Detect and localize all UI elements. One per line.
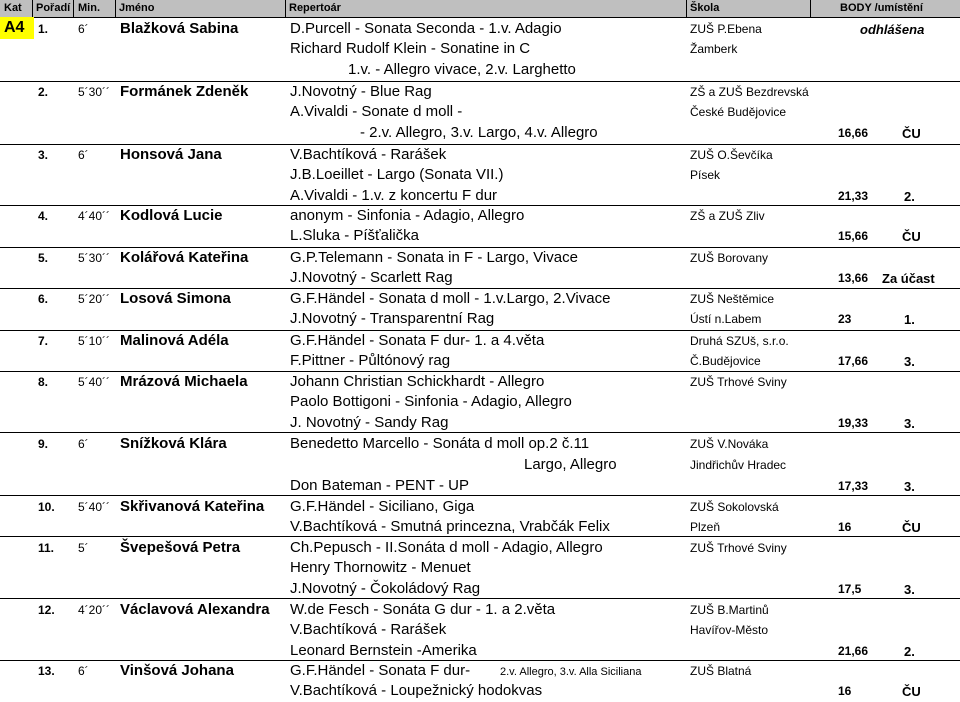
school-line: České Budějovice — [690, 105, 787, 119]
entry-name: Honsová Jana — [120, 146, 222, 163]
entry-minutes: 5´40´´ — [78, 375, 111, 389]
repertoire-line: V.Bachtíková - Smutná princezna, Vrabčák Felix — [290, 518, 610, 535]
repertoire-line: A.Vivaldi - 1.v. z koncertu F dur — [290, 187, 498, 204]
school-line: Plzeň — [690, 520, 721, 534]
entry-rank: ČU — [902, 684, 921, 699]
entry-rank: 1. — [904, 312, 915, 327]
repertoire-line: W.de Fesch - Sonáta G dur - 1. a 2.věta — [290, 601, 556, 618]
entry-rank: ČU — [902, 229, 921, 244]
entry-name: Václavová Alexandra — [120, 601, 270, 618]
entry-rank: ČU — [902, 126, 921, 141]
repertoire-line: G.F.Händel - Siciliano, Giga — [290, 498, 475, 515]
entry-name: Kodlová Lucie — [120, 207, 223, 224]
entry-score: 17,33 — [838, 479, 869, 493]
entry-number: 12. — [38, 603, 55, 617]
repertoire-line: G.F.Händel - Sonata d moll - 1.v.Largo, 2.Vivace — [290, 290, 611, 307]
entry-minutes: 6´ — [78, 664, 89, 678]
entry-rank: 2. — [904, 644, 915, 659]
entry-minutes: 4´40´´ — [78, 209, 111, 223]
entry-name: Vinšová Johana — [120, 662, 234, 679]
repertoire-line: Henry Thornowitz - Menuet — [290, 559, 471, 576]
entry-name: Švepešová Petra — [120, 539, 241, 556]
school-line: Ústí n.Labem — [690, 312, 762, 326]
entry-rank: 3. — [904, 354, 915, 369]
entry-minutes: 5´40´´ — [78, 500, 111, 514]
repertoire-line: Paolo Bottigoni - Sinfonia - Adagio, Allegro — [290, 393, 572, 410]
repertoire-line: F.Pittner - Půltónový rag — [290, 352, 451, 369]
entry-number: 4. — [38, 209, 49, 223]
entry-number: 11. — [38, 541, 55, 555]
table-header — [0, 0, 960, 18]
repertoire-line: V.Bachtíková - Rarášek — [290, 621, 447, 638]
school-line: Druhá SZUš, s.r.o. — [690, 334, 789, 348]
repertoire-line: L.Sluka - Píšťalička — [290, 227, 420, 244]
repertoire-line: A.Vivaldi - Sonate d moll - — [290, 103, 463, 120]
repertoire-line: Richard Rudolf Klein - Sonatine in C — [290, 40, 531, 57]
repertoire-line: - 2.v. Allegro, 3.v. Largo, 4.v. Allegro — [360, 124, 598, 141]
entry-name: Snížková Klára — [120, 435, 227, 452]
entry-score: 15,66 — [838, 229, 869, 243]
entry-name: Skřivanová Kateřina — [120, 498, 265, 515]
header-repertoar: Repertoár — [289, 2, 341, 14]
entry-name: Malinová Adéla — [120, 332, 229, 349]
entry-number: 1. — [38, 22, 49, 36]
school-line: ZUŠ V.Nováka — [690, 437, 769, 451]
repertoire-line: Ch.Pepusch - II.Sonáta d moll - Adagio, Allegro — [290, 539, 603, 556]
entry-rank: Za účast — [882, 271, 935, 286]
school-line: ZUŠ Sokolovská — [690, 500, 779, 514]
school-line: ZUŠ B.Martinů — [690, 603, 769, 617]
school-line: Havířov-Město — [690, 623, 769, 637]
entry-name: Kolářová Kateřina — [120, 249, 249, 266]
entry-rank: 3. — [904, 416, 915, 431]
entry-rank: odhlášena — [860, 22, 925, 37]
school-line: ZUŠ O.Ševčíka — [690, 148, 773, 162]
school-line: ZUŠ P.Ebena — [690, 22, 762, 36]
entry-score: 17,5 — [838, 582, 862, 596]
school-line: ZUŠ Blatná — [690, 664, 752, 678]
repertoire-line: Johann Christian Schickhardt - Allegro — [290, 373, 545, 390]
school-line: ZUŠ Trhové Sviny — [690, 375, 787, 389]
school-line: ZUŠ Borovany — [690, 251, 769, 265]
entry-rank: 3. — [904, 479, 915, 494]
repertoire-line: V.Bachtíková - Rarášek — [290, 146, 447, 163]
repertoire-line: G.F.Händel - Sonata F dur- 1. a 4.věta — [290, 332, 545, 349]
entry-minutes: 6´ — [78, 148, 89, 162]
entry-score: 16 — [838, 520, 852, 534]
school-line: Písek — [690, 168, 721, 182]
repertoire-line: J.Novotný - Transparentní Rag — [290, 310, 495, 327]
entry-minutes: 5´30´´ — [78, 85, 111, 99]
repertoire-line: 1.v. - Allegro vivace, 2.v. Larghetto — [348, 61, 576, 78]
entry-name: Formánek Zdeněk — [120, 83, 249, 100]
entry-rank: ČU — [902, 520, 921, 535]
repertoire-line: 2.v. Allegro, 3.v. Alla Siciliana — [500, 666, 642, 678]
school-line: ZŠ a ZUŠ Bezdrevská — [690, 85, 809, 99]
entry-minutes: 5´20´´ — [78, 292, 111, 306]
header-jmeno: Jméno — [119, 2, 155, 14]
entry-name: Mrázová Michaela — [120, 373, 248, 390]
repertoire-line: Benedetto Marcello - Sonáta d moll op.2 č.11 — [290, 435, 590, 452]
school-line: ZŠ a ZUŠ Zliv — [690, 209, 765, 223]
school-line: Č.Budějovice — [690, 354, 761, 368]
entry-score: 21,33 — [838, 189, 869, 203]
entry-rank: 3. — [904, 582, 915, 597]
repertoire-line: D.Purcell - Sonata Seconda - 1.v. Adagio — [290, 20, 562, 37]
entry-number: 9. — [38, 437, 49, 451]
entry-minutes: 5´10´´ — [78, 334, 111, 348]
entry-score: 19,33 — [838, 416, 869, 430]
entry-number: 13. — [38, 664, 55, 678]
entry-score: 13,66 — [838, 271, 869, 285]
repertoire-line: G.F.Händel - Sonata F dur- — [290, 662, 471, 679]
entry-rank: 2. — [904, 189, 915, 204]
entry-name: Losová Simona — [120, 290, 231, 307]
repertoire-line: Largo, Allegro — [524, 456, 617, 473]
entry-number: 10. — [38, 500, 55, 514]
repertoire-line: J. Novotný - Sandy Rag — [290, 414, 449, 431]
entry-number: 6. — [38, 292, 49, 306]
entry-number: 3. — [38, 148, 49, 162]
header-skola: Škola — [690, 2, 720, 14]
entry-name: Blažková Sabina — [120, 20, 239, 37]
school-line: ZUŠ Neštěmice — [690, 292, 775, 306]
repertoire-line: G.P.Telemann - Sonata in F - Largo, Vivace — [290, 249, 578, 266]
entry-score: 16 — [838, 684, 852, 698]
entry-minutes: 5´30´´ — [78, 251, 111, 265]
header-poradi: Pořadí — [36, 2, 71, 14]
entry-score: 17,66 — [838, 354, 869, 368]
entry-score: 16,66 — [838, 126, 869, 140]
header-body: BODY /umístění — [840, 2, 923, 14]
entry-minutes: 4´20´´ — [78, 603, 111, 617]
entry-score: 23 — [838, 312, 852, 326]
school-line: ZUŠ Trhové Sviny — [690, 541, 787, 555]
repertoire-line: anonym - Sinfonia - Adagio, Allegro — [290, 207, 525, 224]
repertoire-line: V.Bachtíková - Loupežnický hodokvas — [290, 682, 543, 699]
repertoire-line: Leonard Bernstein -Amerika — [290, 642, 477, 659]
entry-number: 2. — [38, 85, 49, 99]
entry-score: 21,66 — [838, 644, 869, 658]
repertoire-line: J.B.Loeillet - Largo (Sonata VII.) — [290, 166, 504, 183]
school-line: Žamberk — [690, 42, 738, 56]
repertoire-line: Don Bateman - PENT - UP — [290, 477, 469, 494]
entry-minutes: 6´ — [78, 437, 89, 451]
category-label: A4 — [0, 17, 34, 39]
entry-number: 5. — [38, 251, 49, 265]
repertoire-line: J.Novotný - Blue Rag — [290, 83, 432, 100]
header-kat: Kat — [4, 2, 22, 14]
entry-number: 8. — [38, 375, 49, 389]
entry-minutes: 6´ — [78, 22, 89, 36]
header-min: Min. — [78, 2, 100, 14]
repertoire-line: J.Novotný - Čokoládový Rag — [290, 580, 481, 597]
school-line: Jindřichův Hradec — [690, 458, 787, 472]
entry-number: 7. — [38, 334, 49, 348]
repertoire-line: J.Novotný - Scarlett Rag — [290, 269, 453, 286]
entry-minutes: 5´ — [78, 541, 89, 555]
